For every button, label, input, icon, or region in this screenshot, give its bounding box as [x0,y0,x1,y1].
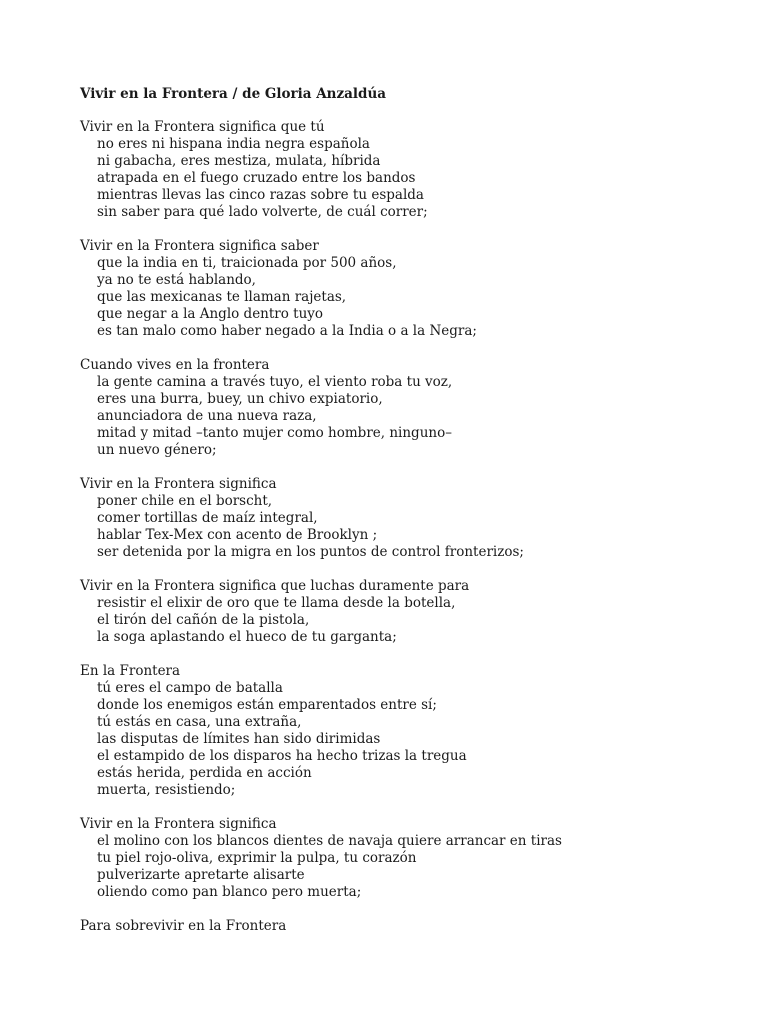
poem-line: el estampido de los disparos ha hecho trizas la tregua [97,748,467,764]
poem-line: ni gabacha, eres mestiza, mulata, híbrida [97,153,381,169]
poem-line: la soga aplastando el hueco de tu garganta; [97,629,397,645]
poem-line: Vivir en la Frontera significa que luchas duramente para [80,578,470,594]
poem-line: Vivir en la Frontera significa que tú [80,119,325,135]
poem-line: poner chile en el borscht, [97,493,273,509]
stanza-7 [80,816,740,901]
poem-line: que las mexicanas te llaman rajetas, [97,289,347,305]
stanza-5 [80,578,740,646]
poem-line: Vivir en la Frontera significa saber [80,238,319,254]
poem-line: En la Frontera [80,663,181,679]
poem-line: el molino con los blancos dientes de navaja quiere arrancar en tiras [97,833,562,849]
poem-line: es tan malo como haber negado a la India o a la Negra; [97,323,477,339]
poem-line: Cuando vives en la frontera [80,357,270,373]
poem-line: el tirón del cañón de la pistola, [97,612,310,628]
stanza-2 [80,238,740,340]
stanza-1 [80,119,740,221]
poem-line: Vivir en la Frontera significa [80,816,277,832]
stanza-3 [80,357,740,459]
poem-line: mientras llevas las cinco razas sobre tu espalda [97,187,424,203]
poem-line: tú eres el campo de batalla [97,680,283,696]
poem-line: un nuevo género; [97,442,217,458]
poem-line: donde los enemigos están emparentados entre sí; [97,697,437,713]
poem-line: estás herida, perdida en acción [97,765,312,781]
poem-line: Vivir en la Frontera significa [80,476,277,492]
poem-line: oliendo como pan blanco pero muerta; [97,884,362,900]
document-page [80,86,740,952]
poem-line: atrapada en el fuego cruzado entre los bandos [97,170,416,186]
poem-title: Vivir en la Frontera / de Gloria Anzaldúa [80,86,387,102]
poem-line: Para sobrevivir en la Frontera [80,918,287,934]
poem-line: la gente camina a través tuyo, el viento roba tu voz, [97,374,453,390]
poem-line: las disputas de límites han sido dirimidas [97,731,381,747]
poem-line: que negar a la Anglo dentro tuyo [97,306,324,322]
poem-line: ya no te está hablando, [97,272,256,288]
poem-line: ser detenida por la migra en los puntos de control fronterizos; [97,544,524,560]
poem-line: eres una burra, buey, un chivo expiatorio, [97,391,383,407]
poem-line: sin saber para qué lado volverte, de cuál correr; [97,204,428,220]
poem-line: pulverizarte apretarte alisarte [97,867,305,883]
stanza-6 [80,663,740,799]
poem-line: mitad y mitad –tanto mujer como hombre, ninguno– [97,425,452,441]
poem-line: que la india en ti, traicionada por 500 años, [97,255,397,271]
poem-line: comer tortillas de maíz integral, [97,510,318,526]
poem-line: muerta, resistiendo; [97,782,236,798]
poem-line: anunciadora de una nueva raza, [97,408,317,424]
stanza-4 [80,476,740,561]
poem-line: no eres ni hispana india negra española [97,136,370,152]
poem-line: hablar Tex-Mex con acento de Brooklyn ; [97,527,378,543]
poem-line: resistir el elixir de oro que te llama desde la botella, [97,595,456,611]
poem-line: tu piel rojo-oliva, exprimir la pulpa, tu corazón [97,850,417,866]
poem-line: tú estás en casa, una extraña, [97,714,302,730]
stanza-8 [80,918,740,935]
